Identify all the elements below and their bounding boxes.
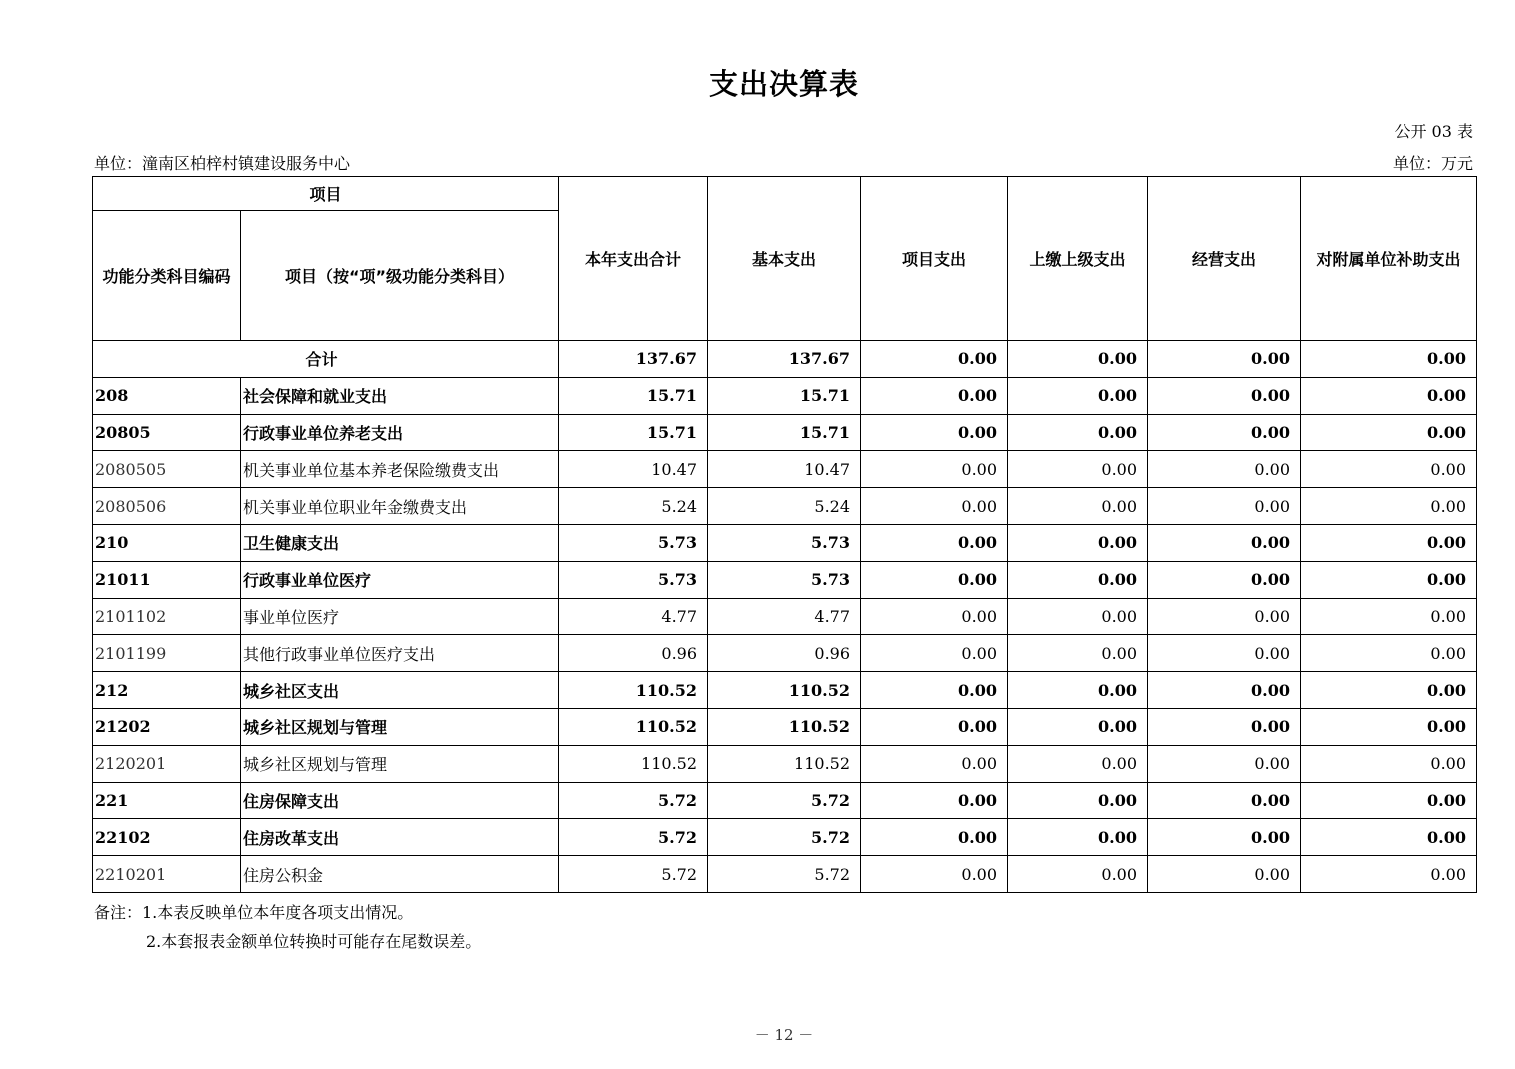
row-value: 0.00	[861, 488, 1008, 525]
row-value: 5.73	[708, 524, 861, 561]
header-code: 功能分类科目编码	[93, 211, 241, 341]
row-value: 0.00	[1301, 524, 1477, 561]
total-label: 合计	[93, 341, 559, 378]
row-value: 5.72	[559, 819, 708, 856]
header-upper: 上缴上级支出	[1008, 177, 1148, 341]
row-value: 0.00	[1148, 856, 1301, 893]
row-value: 0.00	[861, 708, 1008, 745]
row-value: 0.00	[1148, 635, 1301, 672]
table-row	[93, 856, 1477, 893]
row-value: 5.72	[708, 782, 861, 819]
row-value: 0.00	[1301, 819, 1477, 856]
header-basic: 基本支出	[708, 177, 861, 341]
unit-organization: 单位：潼南区柏梓村镇建设服务中心	[94, 154, 351, 173]
row-code: 221	[93, 782, 241, 819]
row-value: 110.52	[708, 672, 861, 709]
row-value: 0.00	[1301, 414, 1477, 451]
row-value: 15.71	[708, 377, 861, 414]
row-name: 行政事业单位养老支出	[241, 414, 559, 451]
row-value: 0.00	[1301, 672, 1477, 709]
row-value: 0.00	[1148, 672, 1301, 709]
row-code: 22102	[93, 819, 241, 856]
row-value: 5.24	[708, 488, 861, 525]
row-value: 5.73	[559, 524, 708, 561]
row-value: 5.72	[708, 819, 861, 856]
page-title: 支出决算表	[708, 67, 859, 101]
note-line-2: 2.本套报表金额单位转换时可能存在尾数误差。	[146, 932, 482, 951]
row-code: 2101102	[93, 598, 241, 635]
row-value: 0.00	[861, 377, 1008, 414]
header-total: 本年支出合计	[559, 177, 708, 341]
row-value: 0.00	[1008, 708, 1148, 745]
total-row	[93, 341, 1477, 378]
table-row	[93, 598, 1477, 635]
row-code: 20805	[93, 414, 241, 451]
row-value: 0.00	[1148, 598, 1301, 635]
row-value: 0.00	[1148, 708, 1301, 745]
row-value: 0.00	[861, 745, 1008, 782]
row-value: 0.00	[1148, 745, 1301, 782]
row-value: 0.00	[1148, 377, 1301, 414]
row-value: 10.47	[708, 451, 861, 488]
row-value: 0.00	[1148, 782, 1301, 819]
row-value: 0.00	[1148, 414, 1301, 451]
row-value: 0.00	[1301, 598, 1477, 635]
row-value: 0.00	[1008, 561, 1148, 598]
table-row	[93, 414, 1477, 451]
row-value: 0.00	[1008, 488, 1148, 525]
total-value: 0.00	[1148, 341, 1301, 378]
header-business: 经营支出	[1148, 177, 1301, 341]
row-value: 0.00	[1008, 377, 1148, 414]
row-value: 0.00	[861, 451, 1008, 488]
row-value: 0.00	[1301, 635, 1477, 672]
row-value: 0.00	[1148, 561, 1301, 598]
row-value: 110.52	[559, 672, 708, 709]
row-code: 208	[93, 377, 241, 414]
row-code: 21202	[93, 708, 241, 745]
row-value: 0.00	[1008, 856, 1148, 893]
row-value: 110.52	[708, 745, 861, 782]
row-code: 21011	[93, 561, 241, 598]
row-value: 4.77	[708, 598, 861, 635]
row-name: 卫生健康支出	[241, 524, 559, 561]
row-value: 0.00	[1008, 635, 1148, 672]
row-value: 15.71	[559, 414, 708, 451]
row-value: 0.00	[861, 819, 1008, 856]
total-value: 0.00	[861, 341, 1008, 378]
row-name: 住房公积金	[241, 856, 559, 893]
row-code: 2080505	[93, 451, 241, 488]
header-name: 项目（按“项”级功能分类科目）	[241, 211, 559, 341]
row-code: 212	[93, 672, 241, 709]
row-name: 其他行政事业单位医疗支出	[241, 635, 559, 672]
row-code: 210	[93, 524, 241, 561]
row-value: 0.00	[1008, 745, 1148, 782]
row-value: 5.73	[708, 561, 861, 598]
row-value: 0.00	[861, 672, 1008, 709]
row-code: 2080506	[93, 488, 241, 525]
row-name: 行政事业单位医疗	[241, 561, 559, 598]
row-value: 0.00	[1301, 377, 1477, 414]
row-value: 0.00	[1301, 488, 1477, 525]
row-name: 社会保障和就业支出	[241, 377, 559, 414]
row-value: 0.00	[1008, 598, 1148, 635]
total-value: 137.67	[559, 341, 708, 378]
row-value: 0.00	[861, 414, 1008, 451]
table-row	[93, 745, 1477, 782]
row-value: 15.71	[559, 377, 708, 414]
row-value: 0.00	[1008, 451, 1148, 488]
row-name: 城乡社区规划与管理	[241, 745, 559, 782]
row-name: 住房改革支出	[241, 819, 559, 856]
header-project-group: 项目	[93, 177, 559, 211]
row-value: 0.00	[1301, 856, 1477, 893]
row-value: 0.00	[1148, 524, 1301, 561]
row-code: 2210201	[93, 856, 241, 893]
table-row	[93, 708, 1477, 745]
row-value: 0.00	[861, 635, 1008, 672]
row-value: 0.00	[1008, 524, 1148, 561]
table-row	[93, 488, 1477, 525]
row-value: 0.00	[1008, 672, 1148, 709]
header-project: 项目支出	[861, 177, 1008, 341]
row-value: 0.00	[1148, 819, 1301, 856]
table-row	[93, 561, 1477, 598]
row-value: 0.00	[861, 782, 1008, 819]
total-value: 0.00	[1008, 341, 1148, 378]
row-value: 5.72	[559, 856, 708, 893]
table-row	[93, 377, 1477, 414]
row-value: 0.00	[1301, 782, 1477, 819]
table-row	[93, 819, 1477, 856]
row-name: 城乡社区规划与管理	[241, 708, 559, 745]
form-number: 公开 03 表	[1394, 122, 1473, 141]
total-value: 137.67	[708, 341, 861, 378]
table-row	[93, 672, 1477, 709]
row-value: 5.73	[559, 561, 708, 598]
table-row	[93, 451, 1477, 488]
row-value: 0.00	[861, 524, 1008, 561]
row-value: 4.77	[559, 598, 708, 635]
row-value: 0.00	[861, 561, 1008, 598]
row-name: 住房保障支出	[241, 782, 559, 819]
row-value: 5.72	[559, 782, 708, 819]
page-number: － 12 －	[754, 1026, 814, 1044]
row-value: 0.00	[1008, 819, 1148, 856]
row-value: 0.00	[1301, 708, 1477, 745]
row-value: 5.72	[708, 856, 861, 893]
header-subsidy: 对附属单位补助支出	[1301, 177, 1477, 341]
row-value: 0.96	[559, 635, 708, 672]
row-value: 0.00	[1301, 561, 1477, 598]
row-name: 事业单位医疗	[241, 598, 559, 635]
row-value: 110.52	[708, 708, 861, 745]
row-value: 0.00	[1008, 414, 1148, 451]
row-value: 0.00	[1148, 451, 1301, 488]
table-row	[93, 524, 1477, 561]
row-value: 5.24	[559, 488, 708, 525]
row-value: 0.00	[861, 598, 1008, 635]
row-value: 0.00	[1148, 488, 1301, 525]
row-value: 110.52	[559, 708, 708, 745]
row-name: 机关事业单位职业年金缴费支出	[241, 488, 559, 525]
row-value: 110.52	[559, 745, 708, 782]
row-value: 0.00	[1301, 451, 1477, 488]
row-name: 城乡社区支出	[241, 672, 559, 709]
row-value: 0.00	[1008, 782, 1148, 819]
note-line-1: 备注：1.本表反映单位本年度各项支出情况。	[94, 903, 414, 922]
row-value: 0.96	[708, 635, 861, 672]
row-name: 机关事业单位基本养老保险缴费支出	[241, 451, 559, 488]
notes	[94, 898, 481, 956]
row-code: 2101199	[93, 635, 241, 672]
table-row	[93, 782, 1477, 819]
row-value: 0.00	[861, 856, 1008, 893]
table-row	[93, 635, 1477, 672]
total-value: 0.00	[1301, 341, 1477, 378]
expenditure-table	[92, 176, 1477, 893]
row-value: 10.47	[559, 451, 708, 488]
row-value: 0.00	[1301, 745, 1477, 782]
row-code: 2120201	[93, 745, 241, 782]
unit-currency: 单位：万元	[1392, 154, 1473, 173]
row-value: 15.71	[708, 414, 861, 451]
